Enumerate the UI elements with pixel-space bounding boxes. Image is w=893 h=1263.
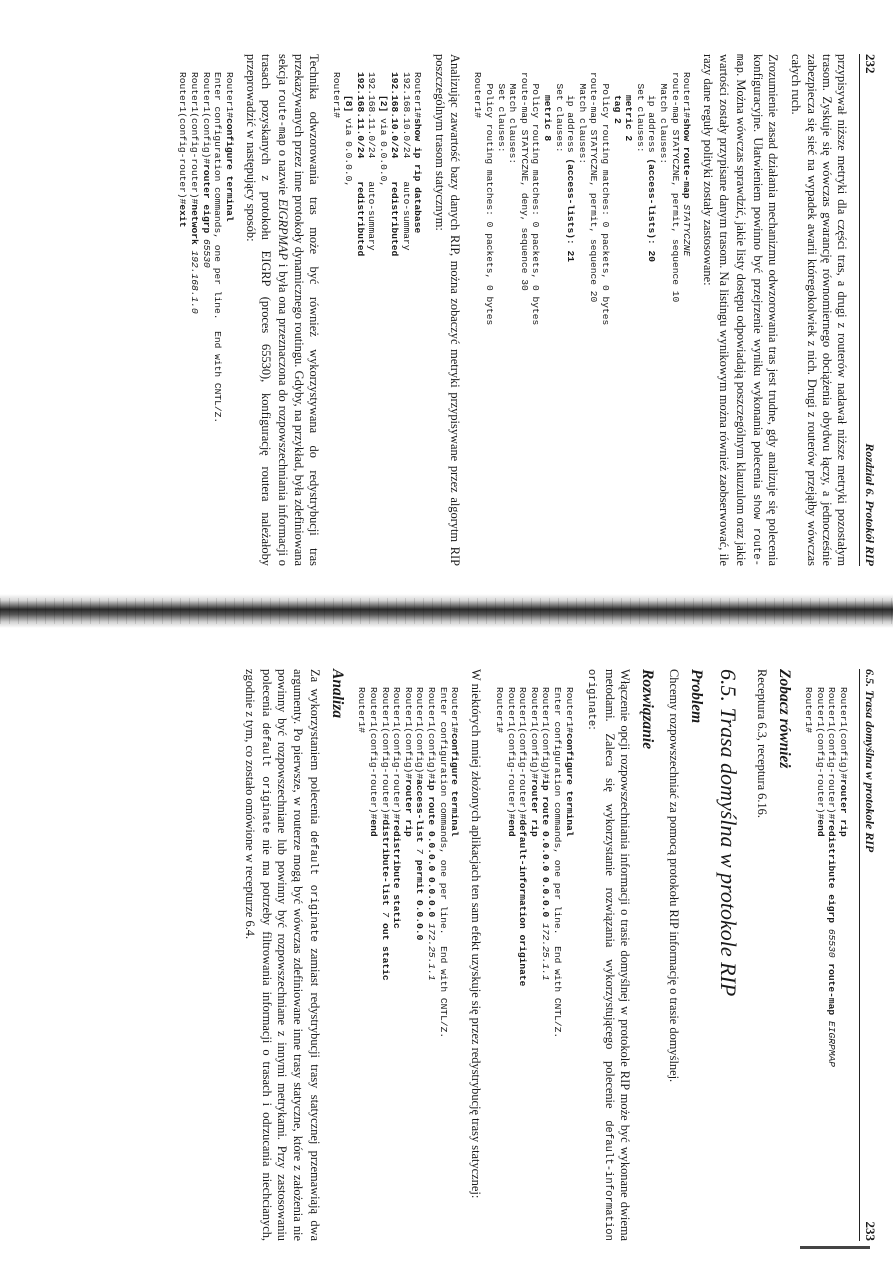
code-command: (access-lists): 21	[565, 158, 577, 262]
code-argument: 65530	[826, 928, 838, 958]
see-also-text: Receptura 6.3, receptura 6.16.	[754, 669, 769, 818]
code-line	[646, 72, 658, 566]
code-line	[528, 687, 540, 1241]
code-command: (access-lists): 20	[646, 158, 658, 262]
code-command: 192.168.10.0/24 redistributed	[389, 72, 401, 257]
code-command: show route-map	[681, 118, 693, 205]
text-span: nie ma potrzeby filtrowania informacji o trasach i odrzucania niechcianych, zgodnie z tym, co zostało omówione w recepturze 6.4.	[243, 669, 275, 1241]
code-text: Router1#	[472, 72, 484, 119]
code-text: Router1(config-router)#	[188, 72, 200, 205]
code-line	[391, 687, 403, 1241]
code-line	[342, 72, 354, 566]
code-line	[200, 72, 212, 566]
page-number: 232	[863, 54, 878, 74]
code-line	[657, 72, 669, 566]
code-line	[518, 72, 530, 566]
code-listing-eigrp-config	[177, 72, 235, 566]
code-line	[437, 687, 449, 1241]
text-span: i była ona przeznaczona do rozpowszechniania informacji o trasach pozyskanych z protokołu EIGRP (proces 65530), konfigurację routera należałoby przeprowadzić w następujący sposób:	[243, 54, 291, 567]
paragraph-intro: przypisywał niższe metryki dla części tras, a drugi z routerów nadawał niższe metryki pozostałym trasom. Zyskuje się wówczas gwarancję równomiernego obciążenia obydwu łączy, a jednocześnie zabezpiecza się sieć na wypadek awarii któregokolwiek z nich. Drugi z routerów przejąłby wówczas całych ruch.	[789, 54, 849, 566]
code-line	[826, 687, 838, 1241]
code-line	[389, 72, 401, 566]
code-text: Policy routing matches: 0 packets, 0 bytes	[530, 72, 542, 326]
code-text	[378, 72, 389, 95]
page-233	[62, 655, 882, 1255]
paragraph-eigrp-redistribution	[243, 54, 321, 566]
analysis-heading: Analiza	[328, 669, 346, 719]
code-listing-show-route-map	[472, 72, 692, 566]
text-span: Zrozumienie zasad działania mechanizmu odwzorowania tras jest trudne, gdy analizuje się polecenia konfiguracyjne. Ułatwieniem powinno być przejrzenie wyniku wykonania polecenia	[750, 54, 781, 566]
code-listing-rip-database	[331, 72, 424, 566]
code-text: 192.168.10.0/24 auto-summary	[400, 72, 412, 251]
code-text: Set clauses:	[495, 72, 507, 153]
page-232	[62, 40, 882, 580]
inline-code: show route-map	[732, 54, 762, 566]
code-text: Router1(config)#	[426, 687, 438, 780]
problem-heading: Problem	[688, 669, 706, 724]
inline-code: default originate	[306, 830, 319, 942]
code-line	[507, 72, 519, 566]
section-title: 6.5. Trasa domyślna w protokole RIP	[716, 669, 742, 997]
code-text: Enter configuration commands, one per line. End with CNTL/Z.	[437, 687, 449, 1039]
code-line	[366, 72, 378, 566]
code-text	[623, 72, 634, 95]
text-span: zamiast redystrybucji trasy statycznej przemawiają dwa argumenty. Po pierwsze, w routerze mogą być wówczas zdefiniowane inne trasy statyczne, które z założenia nie powinny być rozpowszechniane lub powinny być rozpowszechniane z innymi metrykami. Przy zastosowaniu polecenia	[260, 669, 322, 1241]
code-command: permit 0.0.0.0	[414, 853, 426, 941]
code-argument: 65530	[200, 238, 212, 268]
running-head-232	[859, 54, 878, 566]
code-line	[402, 687, 414, 1241]
code-command: 192.168.11.0/24 redistributed	[354, 72, 366, 257]
code-text: route-map STATYCZNE, permit, sequence 20	[588, 72, 600, 303]
paragraph-route-map-explanation	[700, 54, 780, 566]
code-command: route-map	[826, 957, 838, 1021]
code-command: show ip rip database	[412, 118, 424, 234]
code-command: end	[505, 819, 517, 837]
code-text: Set clauses:	[634, 72, 646, 153]
code-line	[368, 687, 380, 1241]
code-text: Router1#	[563, 687, 575, 734]
code-command: [8]	[342, 95, 354, 113]
code-text: Enter configuration commands, one per line. End with CNTL/Z.	[552, 687, 564, 1039]
code-text: Router1(config)#	[838, 687, 849, 780]
code-command: tag 2	[611, 95, 623, 124]
solution-heading: Rozwiązanie	[639, 669, 657, 750]
text-span: o nazwie	[276, 146, 291, 199]
code-text: Policy routing matches: 0 packets, 0 bytes	[484, 72, 496, 326]
code-line	[551, 687, 563, 1241]
code-command: ip route 0.0.0.0 0.0.0.0	[540, 779, 552, 924]
code-text: Enter configuration commands, one per line. End with CNTL/Z.	[212, 72, 224, 424]
code-line	[449, 687, 461, 1241]
code-command: access-list	[414, 779, 426, 849]
code-line	[541, 72, 553, 566]
code-command: end	[368, 819, 380, 837]
code-line	[483, 72, 495, 566]
code-command: redistribute eigrp	[826, 819, 838, 929]
code-command: metric 2	[623, 95, 635, 142]
scan-edge-mark	[800, 1246, 870, 1249]
code-text: Router1(config-router)#	[826, 687, 838, 820]
text-span: . Można wówczas sprawdzić, jakie listy dostępu odpowiadają poszczególnym klauzulom oraz jakie wartości zostały przypisane danym trasom. Na listingu wynikowym można również zaobserwować, ile razy dane reguły polityki zostały zastosowane:	[701, 54, 748, 566]
code-command: redistribute static	[391, 819, 403, 929]
code-line	[576, 72, 588, 566]
code-line	[634, 72, 646, 566]
code-text: ip address	[565, 72, 577, 159]
code-text: 192.168.11.0/24 auto-summary	[366, 72, 378, 251]
code-argument: 192.168.1.0	[188, 250, 200, 314]
code-command: out static	[379, 917, 391, 981]
code-line	[377, 72, 389, 566]
text-span: Za wykorzystaniem polecenia	[307, 669, 322, 831]
inline-code: default originate	[259, 722, 272, 834]
code-line	[814, 687, 826, 1241]
running-title: 6.5. Trasa domyślna w protokole RIP	[863, 669, 877, 853]
gutter-texture	[0, 598, 893, 624]
paragraph-rip-database: Analizując zawartość bazy danych RIP, można zobaczyć metryki przypisywane przez algorytm RIP poszczególnym trasom statycznym:	[432, 54, 462, 566]
code-command: ip route 0.0.0.0 0.0.0.0	[426, 779, 438, 924]
code-line	[517, 687, 529, 1241]
text-span: Włączenie opcji rozpowszechniania informacji o trasie domyślnej w protokole RIP może być wykonane dwiema metodami. Zaleca się wykorzystanie rozwiązania wykorzystującego polecenie	[603, 669, 633, 1241]
running-title: Rozdział 6. Protokół RIP	[863, 443, 877, 566]
code-argument: 7	[414, 848, 426, 854]
code-text: Router1(config)#	[200, 72, 212, 165]
code-line	[669, 72, 681, 566]
code-command: router rip	[528, 779, 540, 837]
code-text: Router1#	[494, 687, 506, 734]
code-line	[505, 687, 517, 1241]
code-command: exit	[177, 204, 189, 228]
code-command: metric 8	[542, 95, 554, 142]
text-span: :	[585, 726, 600, 730]
code-line	[565, 72, 577, 566]
code-text: Router1(config-router)#	[814, 687, 826, 820]
code-argument: 172.25.1.1	[540, 923, 552, 981]
code-line	[530, 72, 542, 566]
code-text: Router1#	[331, 72, 343, 119]
code-line	[553, 72, 565, 566]
code-line	[188, 72, 200, 566]
code-text: Match clauses:	[657, 72, 669, 165]
code-command: distribute-list	[379, 819, 391, 912]
code-line	[588, 72, 600, 566]
code-text: Router1#	[803, 687, 815, 734]
code-command: configure terminal	[563, 733, 575, 837]
italic-term: EIGRPMAP	[276, 198, 291, 261]
code-text: Router1(config-router)#	[505, 687, 517, 820]
paragraph-static-redistribution: W niektórych mniej złożonych aplikacjach ten sam efekt uzyskuje się przez redystrybucję trasy statycznej:	[469, 669, 484, 1199]
code-text: Policy routing matches: 0 packets, 0 bytes	[600, 72, 612, 326]
code-line	[563, 687, 575, 1241]
code-line	[599, 72, 611, 566]
code-line	[400, 72, 412, 566]
code-text: via 0.0.0.0,	[342, 112, 354, 188]
code-line	[611, 72, 623, 566]
code-command: network	[188, 204, 200, 251]
code-line	[623, 72, 635, 566]
code-text: Router1(config)#	[540, 687, 552, 780]
code-line	[331, 72, 343, 566]
code-listing-default-information	[493, 687, 574, 1241]
code-line	[681, 72, 693, 566]
code-listing-static-redistribution	[356, 687, 460, 1241]
code-line	[540, 687, 552, 1241]
code-text: Router1(config-router)#	[177, 72, 189, 205]
code-command: router rip	[838, 779, 849, 837]
code-line	[495, 72, 507, 566]
code-text: route-map STATYCZNE, permit, sequence 10	[669, 72, 681, 303]
code-argument: 7	[379, 911, 391, 918]
page-number: 233	[863, 1221, 878, 1241]
code-command: [2]	[377, 95, 389, 113]
code-line	[354, 72, 366, 566]
code-text: Router1(config-router)#	[379, 687, 391, 820]
code-text: ip address	[646, 72, 658, 159]
code-text: Match clauses:	[507, 72, 519, 165]
code-command: configure terminal	[449, 733, 461, 837]
code-line	[223, 72, 235, 566]
code-command: configure terminal	[223, 118, 235, 222]
code-command: router eigrp	[200, 164, 212, 239]
code-text: Match clauses:	[576, 72, 588, 165]
code-text: Router1#	[356, 687, 368, 734]
code-text: Router1(config-router)#	[517, 687, 529, 820]
problem-text: Chcemy rozpowszechniać za pomocą protokołu RIP informację o trasie domyślnej.	[667, 669, 682, 1083]
running-head-233	[859, 669, 878, 1241]
code-line	[356, 687, 368, 1241]
code-argument: 172.25.1.1	[426, 923, 438, 981]
code-text: Router1#	[223, 72, 235, 119]
see-also-heading: Zobacz również	[775, 669, 793, 769]
code-line	[412, 72, 424, 566]
code-text: Router1#	[681, 72, 693, 119]
code-line	[837, 687, 849, 1241]
code-line	[414, 687, 426, 1241]
inline-code: default-information originate	[584, 669, 615, 1241]
code-line	[379, 687, 391, 1241]
code-line	[425, 687, 437, 1241]
code-line	[803, 687, 815, 1241]
inline-code: route-map	[275, 88, 288, 147]
code-text: Router1(config)#	[402, 687, 414, 780]
code-text	[343, 72, 354, 95]
code-argument: STATYCZNE	[681, 204, 693, 257]
code-command: router rip	[402, 779, 414, 837]
solution-text	[583, 669, 633, 1241]
code-line	[472, 72, 484, 566]
code-text: Router1#	[412, 72, 424, 119]
code-text	[612, 72, 623, 95]
code-text: Router1(config)#	[414, 687, 426, 780]
code-line	[177, 72, 189, 566]
code-text	[542, 72, 553, 95]
code-line	[212, 72, 224, 566]
code-command: default-information originate	[517, 819, 529, 987]
code-text: via 0.0.0.0,	[377, 112, 389, 188]
text-span: Technika odwzorowania tras może być również wykorzystywana do redystrybucji tras przekazywanych przez inne protokoły dynamicznego routingu. Gdyby, na przykład, była zdefiniowana sekcja	[276, 54, 321, 566]
code-argument: EIGRPMAP	[826, 1020, 838, 1068]
code-text: Router1(config-router)#	[368, 687, 380, 820]
code-text: Router1(config-router)#	[391, 687, 403, 820]
code-command: end	[814, 819, 826, 837]
code-text: Router1(config)#	[528, 687, 540, 780]
analysis-text	[242, 669, 322, 1241]
code-listing-rip-redistribute	[803, 687, 849, 1241]
code-text: Router1#	[449, 687, 461, 734]
code-text: route-map STATYCZNE, deny, sequence 30	[518, 72, 530, 291]
code-line	[493, 687, 505, 1241]
code-text: Set clauses:	[553, 72, 565, 153]
